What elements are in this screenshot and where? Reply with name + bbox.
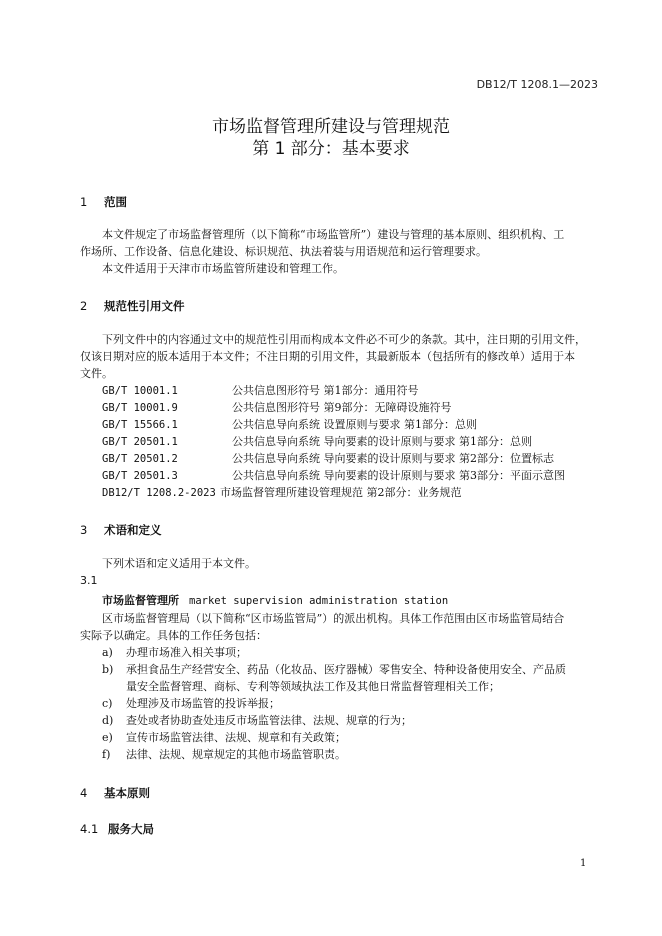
term-english: market supervision administration station <box>189 595 449 607</box>
list-item <box>102 695 280 711</box>
list-marker: d) <box>102 714 114 727</box>
reference-item <box>102 433 532 449</box>
section-number: 2 <box>80 299 88 313</box>
list-text: 法律、法规、规章规定的其他市场监管职责。 <box>126 748 346 761</box>
paragraph-line: 实际予以确定。具体的工作任务包括： <box>80 629 267 642</box>
section-title: 基本原则 <box>104 786 150 800</box>
reference-title: 市场监督管理所建设管理规范 第2部分：业务规范 <box>220 486 462 499</box>
list-item <box>102 729 346 745</box>
section-number: 1 <box>80 195 88 209</box>
list-marker: b) <box>102 663 114 676</box>
reference-code: GB/T 10001.1 <box>102 385 178 397</box>
term-chinese: 市场监督管理所 <box>102 594 179 607</box>
list-text: 查处或者协助查处违反市场监管法律、法规、规章的行为； <box>126 714 412 727</box>
list-text: 处理涉及市场监管的投诉举报； <box>126 697 280 710</box>
term-entry <box>102 592 448 608</box>
subsection-4-1-heading <box>80 821 154 837</box>
section-2-heading <box>80 298 185 314</box>
list-text: 承担食品生产经营安全、药品（化妆品、医疗器械）零售安全、特种设备使用安全、产品质 <box>126 663 566 676</box>
list-text: 办理市场准入相关事项； <box>126 646 247 659</box>
subsection-number: 4.1 <box>80 822 99 836</box>
list-marker: c) <box>102 697 113 710</box>
paragraph-line: 作场所、工作设备、信息化建设、标识规范、执法着装与用语规范和运行管理要求。 <box>80 245 487 258</box>
reference-title: 公共信息导向系统 导向要素的设计原则与要求 第2部分：位置标志 <box>232 452 554 465</box>
list-marker: f) <box>102 748 111 761</box>
document-title: 市场监督管理所建设与管理规范 <box>212 117 450 137</box>
paragraph-line: 仅该日期对应的版本适用于本文件；不注日期的引用文件，其最新版本（包括所有的修改单）适用于本 <box>80 350 575 363</box>
reference-title: 公共信息图形符号 第9部分：无障碍设施符号 <box>232 401 452 414</box>
section-4-heading <box>80 785 150 801</box>
section-number: 4 <box>80 786 88 800</box>
reference-code: GB/T 20501.2 <box>102 453 178 465</box>
list-item <box>102 746 346 762</box>
paragraph-line: 文件。 <box>80 367 113 380</box>
list-marker: e) <box>102 731 113 744</box>
reference-title: 公共信息导向系统 设置原则与要求 第1部分：总则 <box>232 418 477 431</box>
paragraph-line: 下列术语和定义适用于本文件。 <box>102 557 256 570</box>
reference-code: GB/T 20501.1 <box>102 436 178 448</box>
reference-item <box>102 399 452 415</box>
list-item <box>102 644 247 660</box>
page-number: 1 <box>580 858 587 869</box>
reference-item <box>102 467 565 483</box>
reference-code: GB/T 15566.1 <box>102 419 178 431</box>
list-item <box>102 712 412 728</box>
reference-title: 公共信息导向系统 导向要素的设计原则与要求 第3部分：平面示意图 <box>232 469 565 482</box>
section-3-heading <box>80 522 162 538</box>
reference-item <box>102 382 419 398</box>
paragraph-line: 下列文件中的内容通过文中的规范性引用而构成本文件必不可少的条款。其中，注日期的引用文件， <box>102 333 586 346</box>
subsection-title: 服务大局 <box>108 822 154 836</box>
reference-title: 公共信息导向系统 导向要素的设计原则与要求 第1部分：总则 <box>232 435 532 448</box>
section-1-heading <box>80 194 127 210</box>
section-number: 3 <box>80 523 88 537</box>
list-item-continuation: 量安全监督管理、商标、专利等领域执法工作及其他日常监督管理相关工作； <box>126 680 500 693</box>
document-id: DB12/T 1208.1—2023 <box>476 78 598 91</box>
reference-item <box>102 484 462 500</box>
paragraph-line: 本文件适用于天津市市场监管所建设和管理工作。 <box>102 262 344 275</box>
document-subtitle: 第 1 部分：基本要求 <box>252 139 410 159</box>
section-title: 规范性引用文件 <box>104 299 185 313</box>
list-item <box>102 661 566 677</box>
list-text: 宣传市场监管法律、法规、规章和有关政策； <box>126 731 346 744</box>
section-title: 范围 <box>104 195 127 209</box>
reference-title: 公共信息图形符号 第1部分：通用符号 <box>232 384 419 397</box>
paragraph-line: 本文件规定了市场监督管理所（以下简称“市场监管所”）建设与管理的基本原则、组织机构、工 <box>102 228 565 241</box>
reference-item <box>102 450 554 466</box>
reference-item <box>102 416 477 432</box>
section-title: 术语和定义 <box>104 523 162 537</box>
term-number: 3.1 <box>80 574 98 587</box>
reference-code: DB12/T 1208.2-2023 <box>102 487 216 499</box>
reference-code: GB/T 20501.3 <box>102 470 178 482</box>
list-marker: a) <box>102 646 113 659</box>
reference-code: GB/T 10001.9 <box>102 402 178 414</box>
paragraph-line: 区市场监督管理局（以下简称“区市场监管局”）的派出机构。具体工作范围由区市场监管局结合 <box>102 612 565 625</box>
